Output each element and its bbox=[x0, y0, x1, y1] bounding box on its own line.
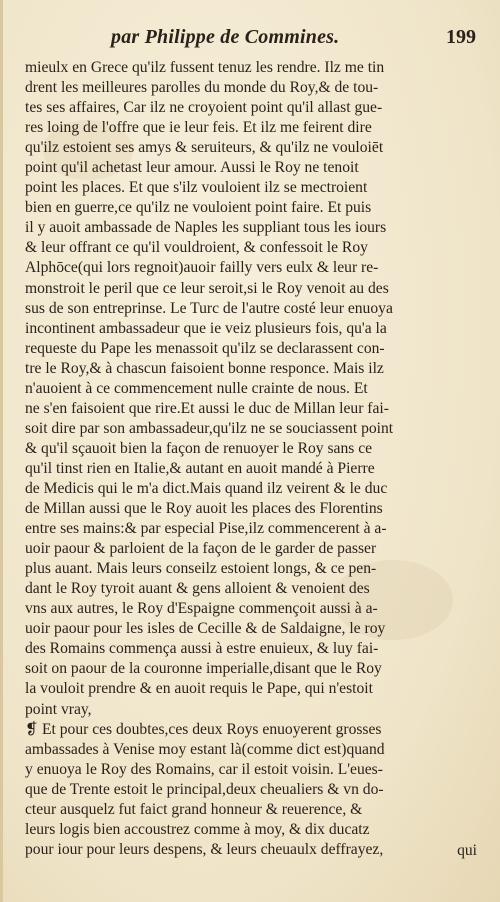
text-line: monstroit le peril que ce leur seroit,si le Roy venoit au des bbox=[25, 279, 389, 297]
text-line: point les places. Et que s'ilz vouloient ilz se mectroient bbox=[25, 179, 368, 197]
page-number: 199 bbox=[446, 26, 476, 48]
text-line: soit on paour de la couronne imperialle,disant que le Roy bbox=[25, 660, 382, 678]
text-line: pour iour pour leurs despens, & leurs cheuaulx deffrayez, bbox=[25, 840, 384, 858]
text-line: soit dire par son ambassadeur,qu'ilz ne se souciassent point bbox=[25, 419, 394, 437]
text-line: ambassades à Venise moy estant là(comme dict est)quand bbox=[25, 740, 385, 758]
text-line: drent les meilleures parolles du monde du Roy,& de tou- bbox=[25, 79, 379, 97]
text-line: y enuoya le Roy des Romains, car il estoit voisin. L'eues- bbox=[25, 760, 383, 778]
text-line: qu'il tinst rien en Italie,& autant en auoit mandé à Pierre bbox=[25, 459, 375, 477]
text-line: point vray, bbox=[25, 700, 92, 718]
text-line: dant le Roy tyroit auant & gens alloient & venoient des bbox=[25, 580, 370, 598]
text-line: plus auant. Mais leurs conseilz estoient longs, & ce pen- bbox=[25, 560, 377, 578]
text-line: qu'ilz estoient ses amys & seruiteurs, & qu'ilz ne vouloiēt bbox=[25, 139, 384, 157]
text-line: de Millan aussi que le Roy auoit les places des Florentins bbox=[25, 500, 383, 518]
text-line: Alphōce(qui lors regnoit)auoir failly vers eulx & leur re- bbox=[25, 259, 379, 277]
text-line: vns aux autres, le Roy d'Espaigne commençoit aussi à a- bbox=[25, 600, 378, 618]
text-line: incontinent ambassadeur que ie veiz plusieurs fois, qu'a la bbox=[25, 319, 387, 337]
text-line: requeste du Pape les menassoit qu'ilz se declarassent con- bbox=[25, 339, 385, 357]
text-line: la vouloit prendre & en auoit requis le Pape, qui n'estoit bbox=[25, 680, 373, 698]
text-line: il y auoit ambassade de Naples les suppliant tous les iours bbox=[25, 219, 387, 237]
text-line: res loing de l'offre que ie leur feis. Et ilz me feirent dire bbox=[25, 119, 372, 137]
text-line: tre le Roy,& à chascun faisoient bonne responce. Mais ilz bbox=[25, 359, 384, 377]
text-line: cteur ausquelz fut faict grand honneur & reuerence, & bbox=[25, 800, 363, 818]
footer bbox=[25, 842, 481, 862]
text-line: leurs logis bien accoustrez comme à moy, & dix ducatz bbox=[25, 820, 370, 838]
text-line: mieulx en Grece qu'ilz fussent tenuz les rendre. Ilz me tin bbox=[25, 59, 385, 76]
text-line: n'auoient à ce commencement nulle crainte de nous. Et bbox=[25, 379, 368, 397]
text-line: de Medicis qui le m'a dict.Mais quand ilz veirent & le duc bbox=[25, 479, 388, 497]
text-line: entre ses mains:& par especial Pise,ilz commencerent à a- bbox=[25, 520, 387, 538]
body-text bbox=[25, 58, 481, 860]
text-line: bien en guerre,ce qu'ilz ne vouloient point faire. Et puis bbox=[25, 199, 372, 217]
text-line: tes ses affaires, Car ilz ne croyoient point qu'il allast gue- bbox=[25, 99, 383, 117]
text-line: que de Trente estoit le principal,deux cheualiers & vn do- bbox=[25, 780, 384, 798]
text-line: point qu'il achetast leur amour. Aussi le Roy ne tenoit bbox=[25, 159, 359, 177]
text-line: & leur offrant ce qu'il vouldroient, & confessoit le Roy bbox=[25, 239, 368, 257]
text-line: des Romains commença aussi à estre enuieux, & luy fai- bbox=[25, 640, 379, 658]
text-line: uoir paour & parloient de la façon de le garder de passer bbox=[25, 540, 377, 558]
text-line: ne s'en faisoient que rire.Et aussi le duc de Millan leur fai- bbox=[25, 399, 389, 417]
page-header bbox=[25, 26, 478, 54]
text-line: & qu'il sçauoit bien la façon de renuoyer le Roy sans ce bbox=[25, 439, 373, 457]
text-line: ❡ Et pour ces doubtes,ces deux Roys enuoyerent grosses bbox=[25, 720, 382, 738]
running-head: par Philippe de Commines. bbox=[111, 26, 340, 48]
catchword: qui bbox=[457, 842, 477, 859]
text-line: sus de son entreprinse. Le Turc de l'autre costé leur enuoya bbox=[25, 299, 393, 317]
text-line: uoir paour pour les isles de Cecille & de Saldaigne, le roy bbox=[25, 620, 386, 638]
